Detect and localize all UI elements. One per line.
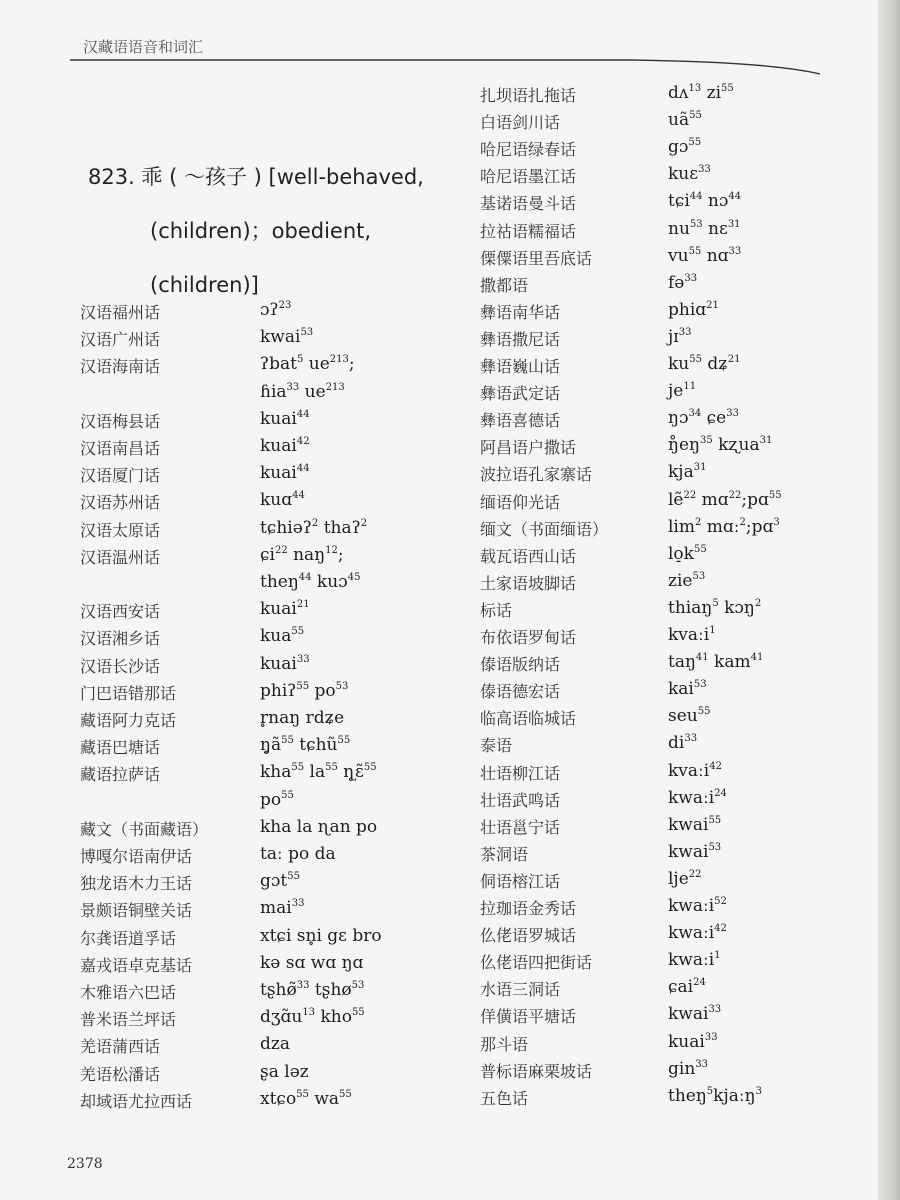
ipa-transcription: kuɛ$^{33}$	[668, 164, 711, 185]
ipa-transcription: kja$^{31}$	[668, 462, 707, 483]
ipa-transcription: lẽ$^{22}$ mɑ$^{22}$;pɑ$^{55}$	[668, 489, 782, 510]
dialect-name: 汉语厦门话	[80, 466, 161, 486]
ipa-transcription: ŋɔ$^{34}$ ɕe$^{33}$	[668, 408, 739, 429]
dialect-name: 景颇语铜壁关话	[80, 901, 193, 921]
dialect-name: 汉语广州话	[80, 330, 161, 350]
dialect-name: 彝语南华话	[480, 302, 561, 322]
dialect-name: 尔龚语道孚话	[80, 928, 177, 948]
ipa-transcription: theŋ$^5$kjaːŋ$^3$	[668, 1085, 762, 1106]
dialect-name: 缅文（书面缅语）	[480, 519, 609, 539]
ipa-transcription: kuai$^{44}$	[260, 408, 310, 429]
dialect-name: 门巴语错那话	[80, 683, 177, 703]
ipa-transcription: kwaːi$^{42}$	[668, 923, 727, 944]
dialect-name: 木雅语六巴话	[80, 983, 177, 1002]
ipa-transcription: zie$^{53}$	[668, 570, 706, 591]
dialect-name: 羌语蒲西话	[80, 1037, 161, 1057]
ipa-transcription: theŋ$^{44}$ kuɔ$^{45}$	[260, 572, 361, 592]
dialect-name: 载瓦语西山话	[480, 546, 577, 566]
dialect-name: 汉语西安话	[80, 602, 161, 622]
ipa-transcription: dza	[260, 1034, 290, 1055]
ipa-transcription: $uã^{55}$	[668, 110, 702, 131]
ipa-transcription: thiaŋ$^5$ kɔŋ$^2$	[668, 597, 762, 618]
ipa-transcription: tɕhiəʔ$^2$ thaʔ$^2$	[260, 517, 368, 538]
ipa-transcription: $dʒɑ̃u^{13}$ kho$^{55}$	[260, 1007, 365, 1028]
ipa-transcription: gin$^{33}$	[668, 1058, 709, 1079]
dialect-name: 汉语南昌话	[80, 439, 161, 458]
dialect-name: 藏文（书面藏语）	[80, 819, 209, 839]
dialect-name: 壮语柳江话	[480, 763, 561, 783]
ipa-transcription: $\lim^2$ mɑː$^2$;pɑ$^3$	[668, 516, 780, 537]
ipa-transcription: kuai$^{42}$	[260, 436, 310, 456]
ipa-transcription: $ŋ̊eŋ^{35}$ kʐua$^{31}$	[668, 435, 773, 456]
dialect-name: 拉祜语糯福话	[480, 221, 577, 241]
ipa-transcription: phiɑ$^{21}$	[668, 299, 719, 320]
ipa-transcription: ɕai$^{24}$	[668, 977, 706, 998]
ipa-transcription: gɔ$^{55}$	[668, 137, 702, 158]
entry-heading-line-3: (children)]	[150, 273, 259, 297]
dialect-name: 彝语撒尼话	[480, 329, 561, 349]
ipa-transcription: kuɑ$^{44}$	[260, 490, 305, 511]
ipa-transcription: mai$^{33}$	[260, 898, 305, 919]
ipa-transcription: kwai$^{53}$	[260, 327, 314, 348]
ipa-transcription: seu$^{55}$	[668, 706, 711, 727]
dialect-name: 壮语武鸣话	[480, 790, 561, 810]
running-head: 汉藏语语音和词汇	[83, 38, 204, 56]
dialect-name: 标话	[480, 600, 513, 620]
ipa-transcription: kai$^{53}$	[668, 679, 707, 700]
ipa-transcription: xtɕo$^{55}$ $wa^{55}$	[260, 1088, 352, 1109]
ipa-transcription: kwai$^{33}$	[668, 1004, 722, 1025]
dialect-name: 佯僙语平塘话	[480, 1007, 577, 1027]
dialect-name: 哈尼语墨江话	[480, 167, 577, 187]
ipa-transcription: lje$^{22}$	[668, 868, 702, 889]
ipa-transcription: kuai$^{33}$	[260, 653, 310, 674]
ipa-transcription: $lo̠k^{55}$	[668, 543, 707, 564]
entry-heading-line-2: (children)；obedient,	[150, 219, 372, 243]
page-edge-shadow	[878, 0, 900, 1200]
ipa-transcription: kə sɑ wɑ ŋɑ	[260, 952, 364, 973]
dialect-name: 藏语阿力克话	[80, 711, 177, 730]
ipa-transcription: kha$^{55}$ $la^{55}$ ɳ̥ɛ̃$^{55}$	[260, 762, 377, 783]
dialect-name: 汉语梅县话	[80, 411, 161, 431]
ipa-transcription: tʂhø̃$^{33}$ tʂhø$^{53}$	[260, 980, 365, 1000]
page-number: 2378	[67, 1156, 103, 1172]
dialect-name: 汉语福州话	[80, 303, 161, 322]
dialect-name: 泰语	[480, 736, 513, 756]
dialect-name: 傈僳语里吾底话	[480, 248, 593, 268]
ipa-transcription: kvaːi$^1$	[668, 625, 716, 645]
ipa-transcription: kwaːi$^1$	[668, 950, 721, 971]
ipa-transcription: kvaːi$^{42}$	[668, 760, 722, 781]
dialect-name: 汉语太原话	[80, 520, 161, 540]
ipa-transcription: kha la ɳan po	[260, 816, 378, 837]
ipa-transcription: $je^{11}$	[668, 381, 697, 402]
dialect-name: 彝语武定话	[480, 384, 561, 404]
dialect-name: 缅语仰光话	[480, 492, 561, 512]
ipa-transcription: $ku^{55}$ dʑ$^{21}$	[668, 354, 741, 374]
dialect-name: 汉语湘乡话	[80, 629, 161, 649]
entry-heading-line-1: 823. 乖 ( ～孩子 ) [well-behaved,	[88, 165, 424, 189]
dialect-name: 独龙语木力王话	[80, 874, 193, 894]
dialect-name: 那斗语	[480, 1034, 529, 1054]
dialect-name: 汉语长沙话	[80, 656, 161, 676]
dialect-name: 彝语巍山话	[480, 357, 561, 376]
dialect-name: 博嘎尔语南伊话	[80, 847, 193, 866]
dialect-name: 羌语松潘话	[80, 1064, 161, 1084]
header-rule	[70, 58, 820, 84]
ipa-transcription: xtɕi sn̥i gɛ bro	[260, 925, 382, 946]
dialect-name: 侗语榕江话	[480, 871, 561, 891]
dialect-name: 普标语麻栗坡话	[480, 1061, 593, 1081]
dialect-name: 阿昌语户撒话	[480, 438, 577, 458]
dialect-name: 壮语邕宁话	[480, 817, 561, 837]
ipa-transcription: kua$^{55}$	[260, 626, 305, 647]
dialect-name: 嘉戎语卓克基话	[80, 955, 193, 975]
ipa-transcription: jɪ$^{33}$	[668, 326, 692, 347]
ipa-transcription: kwaːi$^{24}$	[668, 787, 727, 808]
dialect-name: 临高语临城话	[480, 709, 577, 729]
ipa-transcription: kwai$^{55}$	[668, 814, 722, 835]
ipa-transcription: kwaːi$^{52}$	[668, 896, 727, 916]
ipa-transcription: $vu^{55}$ nɑ$^{33}$	[668, 245, 742, 266]
dialect-name: 仫佬语罗城话	[480, 926, 577, 946]
ipa-transcription: $ŋ̥ã^{55}$ tɕhũ$^{55}$	[260, 735, 351, 756]
ipa-transcription: kuai$^{21}$	[260, 599, 310, 620]
dialect-name: 汉语苏州话	[80, 493, 161, 513]
dialect-name: 普米语兰坪话	[80, 1010, 177, 1030]
ipa-transcription: ʂa ləz	[260, 1061, 309, 1082]
dialect-name: 扎坝语扎拖话	[480, 86, 577, 105]
ipa-transcription: ɦia$^{33}$ $ue^{213}$	[260, 381, 345, 402]
ipa-transcription: r̥naŋ rdʑe	[260, 708, 345, 728]
ipa-transcription: kwai$^{53}$	[668, 841, 722, 862]
dialect-name: 傣语版纳话	[480, 655, 561, 675]
ipa-transcription: phiʔ$^{55}$ $po^{53}$	[260, 680, 349, 701]
dialect-name: 仫佬语四把街话	[480, 953, 593, 973]
ipa-transcription: dʌ$^{13}$ $zi^{55}$	[668, 83, 734, 103]
dialect-name: 撒都语	[480, 275, 529, 295]
dialect-name: 土家语坡脚话	[480, 573, 577, 593]
ipa-transcription: $nu^{53}$ nɛ$^{31}$	[668, 218, 741, 239]
dialect-name: 白语剑川话	[480, 113, 561, 133]
dialect-name: 汉语温州话	[80, 547, 161, 567]
dialect-name: 傣语德宏话	[480, 682, 561, 702]
ipa-transcription: $di^{33}$	[668, 733, 698, 754]
dialect-name: 茶洞语	[480, 844, 529, 864]
ipa-transcription: $po^{55}$	[260, 789, 294, 810]
ipa-transcription: ɕi$^{22}$ naŋ$^{12}$;	[260, 544, 344, 565]
ipa-transcription: ʔbat$^5$ $ue^{213}$;	[260, 354, 355, 375]
dialect-name: 藏语巴塘话	[80, 738, 161, 758]
entry-heading	[88, 150, 458, 312]
ipa-transcription: taː po da	[260, 844, 336, 864]
ipa-transcription: taŋ$^{41}$ kam$^{41}$	[668, 652, 764, 673]
ipa-transcription: tɕi$^{44}$ nɔ$^{44}$	[668, 191, 742, 212]
dialect-name: 却域语尤拉西话	[80, 1091, 193, 1111]
dialect-name: 哈尼语绿春话	[480, 140, 577, 160]
dialect-name: 布依语罗甸话	[480, 628, 577, 647]
ipa-transcription: gɔt$^{55}$	[260, 871, 300, 892]
dialect-name: 汉语海南话	[80, 357, 161, 377]
ipa-transcription: kuai$^{33}$	[668, 1031, 718, 1052]
dialect-name: 五色话	[480, 1088, 529, 1108]
dialect-name: 彝语喜德话	[480, 411, 561, 431]
dialect-name: 波拉语孔家寨话	[480, 465, 593, 485]
dialect-name: 拉珈语金秀话	[480, 899, 577, 918]
dialect-name: 藏语拉萨话	[80, 765, 161, 785]
ipa-transcription: kuai$^{44}$	[260, 463, 310, 484]
ipa-transcription: ɔʔ$^{23}$	[260, 300, 292, 320]
dialect-name: 基诺语曼斗话	[480, 194, 577, 214]
dialect-name: 水语三洞话	[480, 980, 561, 1000]
ipa-transcription: fə$^{33}$	[668, 272, 698, 293]
